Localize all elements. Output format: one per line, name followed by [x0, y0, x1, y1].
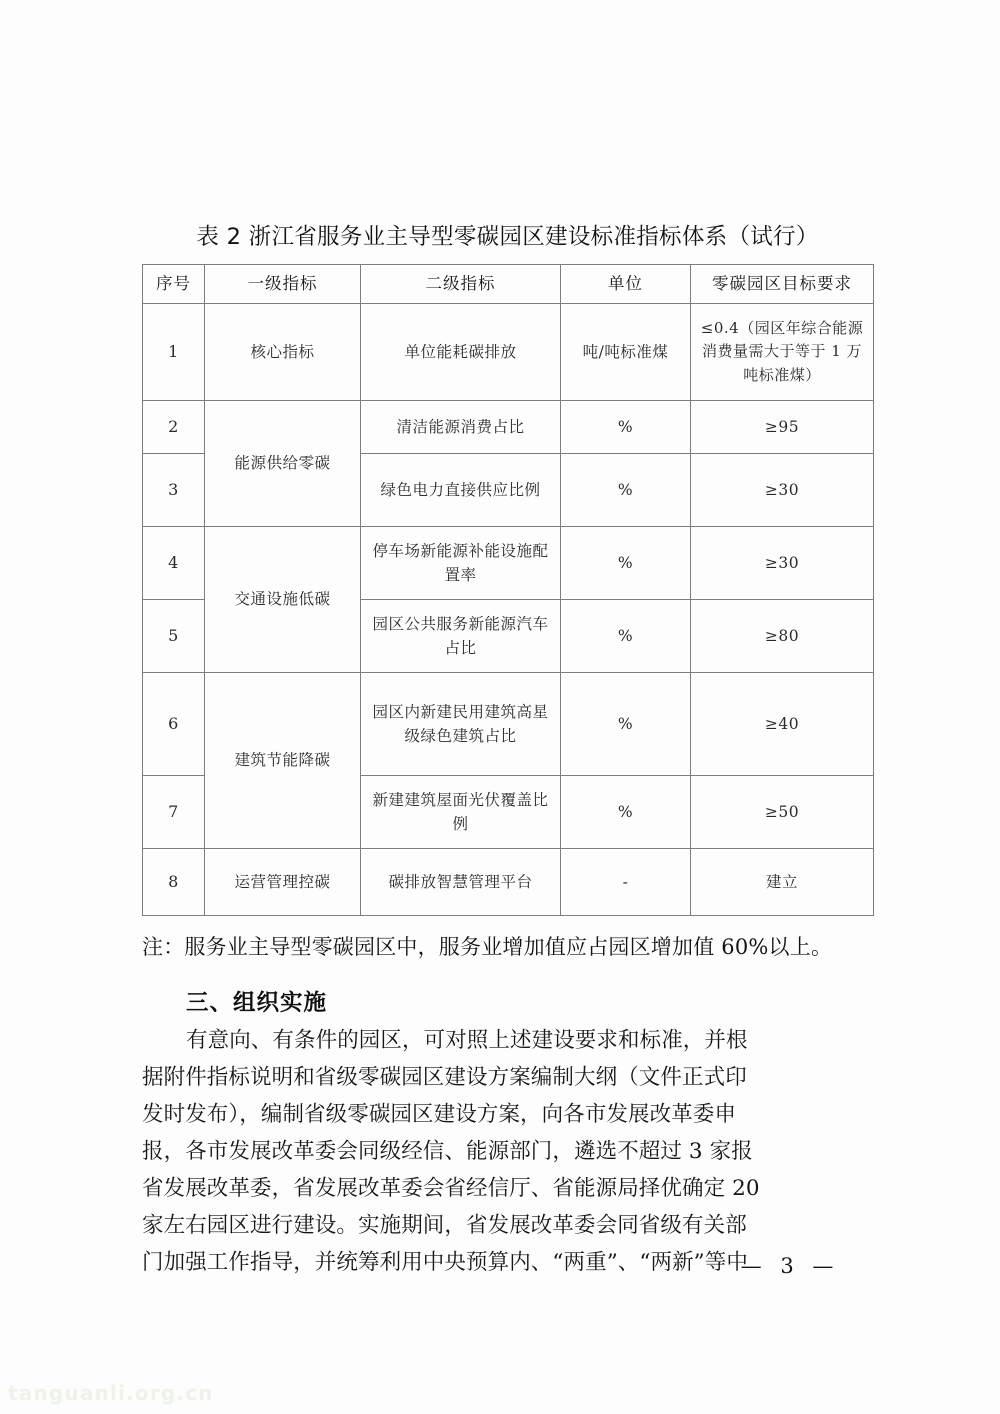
- paragraph-line: 有意向、有条件的园区，可对照上述建设要求和标准，并根: [186, 1028, 748, 1054]
- table-caption: 表 2 浙江省服务业主导型零碳园区建设标准指标体系（试行）: [196, 224, 819, 250]
- cell-goal-1: ≤0.4（园区年综合能源消费量需大于等于 1 万吨标准煤）: [691, 303, 874, 400]
- table-header-row: [143, 265, 874, 304]
- table-row: [143, 848, 874, 915]
- table-row: [143, 526, 874, 599]
- cell-goal-8: 建立: [691, 848, 874, 915]
- cell-goal-5: ≥80: [691, 599, 874, 672]
- cell-no-6: 6: [143, 672, 205, 775]
- column-header-unit: 单位: [561, 265, 691, 304]
- page-content: [142, 222, 873, 1282]
- cell-goal-7: ≥50: [691, 775, 874, 848]
- cell-level2-2: 清洁能源消费占比: [361, 400, 561, 453]
- cell-unit-1: 吨/吨标准煤: [561, 303, 691, 400]
- page-footer: [0, 1254, 1000, 1278]
- column-header-level1: 一级指标: [205, 265, 361, 304]
- cell-unit-5: %: [561, 599, 691, 672]
- indicator-table: [142, 264, 874, 916]
- column-header-no: 序号: [143, 265, 205, 304]
- paragraph-line: 据附件指标说明和省级零碳园区建设方案编制大纲（文件正式印: [142, 1065, 747, 1091]
- cell-unit-7: %: [561, 775, 691, 848]
- cell-level1-4: 交通设施低碳: [205, 526, 361, 672]
- site-watermark: tanguanli.org.cn: [8, 1381, 214, 1405]
- cell-level1-1: 核心指标: [205, 303, 361, 400]
- cell-level2-7: 新建建筑屋面光伏覆盖比例: [361, 775, 561, 848]
- cell-no-8: 8: [143, 848, 205, 915]
- cell-goal-6: ≥40: [691, 672, 874, 775]
- paragraph-line: 发时发布），编制省级零碳园区建设方案，向各市发展改革委申: [142, 1102, 737, 1128]
- table-row: [143, 303, 874, 400]
- cell-unit-6: %: [561, 672, 691, 775]
- cell-goal-4: ≥30: [691, 526, 874, 599]
- body-paragraph: [142, 1023, 873, 1282]
- cell-level2-6: 园区内新建民用建筑高星级绿色建筑占比: [361, 672, 561, 775]
- cell-level2-3: 绿色电力直接供应比例: [361, 453, 561, 526]
- cell-level2-4: 停车场新能源补能设施配置率: [361, 526, 561, 599]
- cell-level2-5: 园区公共服务新能源汽车占比: [361, 599, 561, 672]
- table-row: [143, 672, 874, 775]
- cell-level2-1: 单位能耗碳排放: [361, 303, 561, 400]
- cell-goal-2: ≥95: [691, 400, 874, 453]
- section-heading: 三、组织实施: [186, 990, 328, 1017]
- paragraph-line: 省发展改革委，省发展改革委会省经信厅、省能源局择优确定 20: [142, 1176, 760, 1202]
- page-number: — 3 —: [740, 1254, 840, 1278]
- paragraph-line: 家左右园区进行建设。实施期间，省发展改革委会同省级有关部: [142, 1213, 747, 1239]
- table-note: 注：服务业主导型零碳园区中，服务业增加值应占园区增加值 60%以上。: [142, 934, 833, 959]
- cell-unit-8: -: [561, 848, 691, 915]
- cell-no-3: 3: [143, 453, 205, 526]
- cell-no-7: 7: [143, 775, 205, 848]
- cell-level1-8: 运营管理控碳: [205, 848, 361, 915]
- cell-no-5: 5: [143, 599, 205, 672]
- cell-level1-6: 建筑节能降碳: [205, 672, 361, 848]
- cell-no-2: 2: [143, 400, 205, 453]
- cell-unit-4: %: [561, 526, 691, 599]
- cell-level2-8: 碳排放智慧管理平台: [361, 848, 561, 915]
- paragraph-line: 报，各市发展改革委会同级经信、能源部门，遴选不超过 3 家报: [142, 1139, 753, 1165]
- cell-unit-3: %: [561, 453, 691, 526]
- cell-unit-2: %: [561, 400, 691, 453]
- cell-no-1: 1: [143, 303, 205, 400]
- cell-goal-3: ≥30: [691, 453, 874, 526]
- cell-no-4: 4: [143, 526, 205, 599]
- column-header-goal: 零碳园区目标要求: [691, 265, 874, 304]
- paragraph-line: 门加强工作指导，并统筹利用中央预算内、“两重”、“两新”等中: [142, 1250, 748, 1276]
- table-row: [143, 400, 874, 453]
- column-header-level2: 二级指标: [361, 265, 561, 304]
- cell-level1-2: 能源供给零碳: [205, 400, 361, 526]
